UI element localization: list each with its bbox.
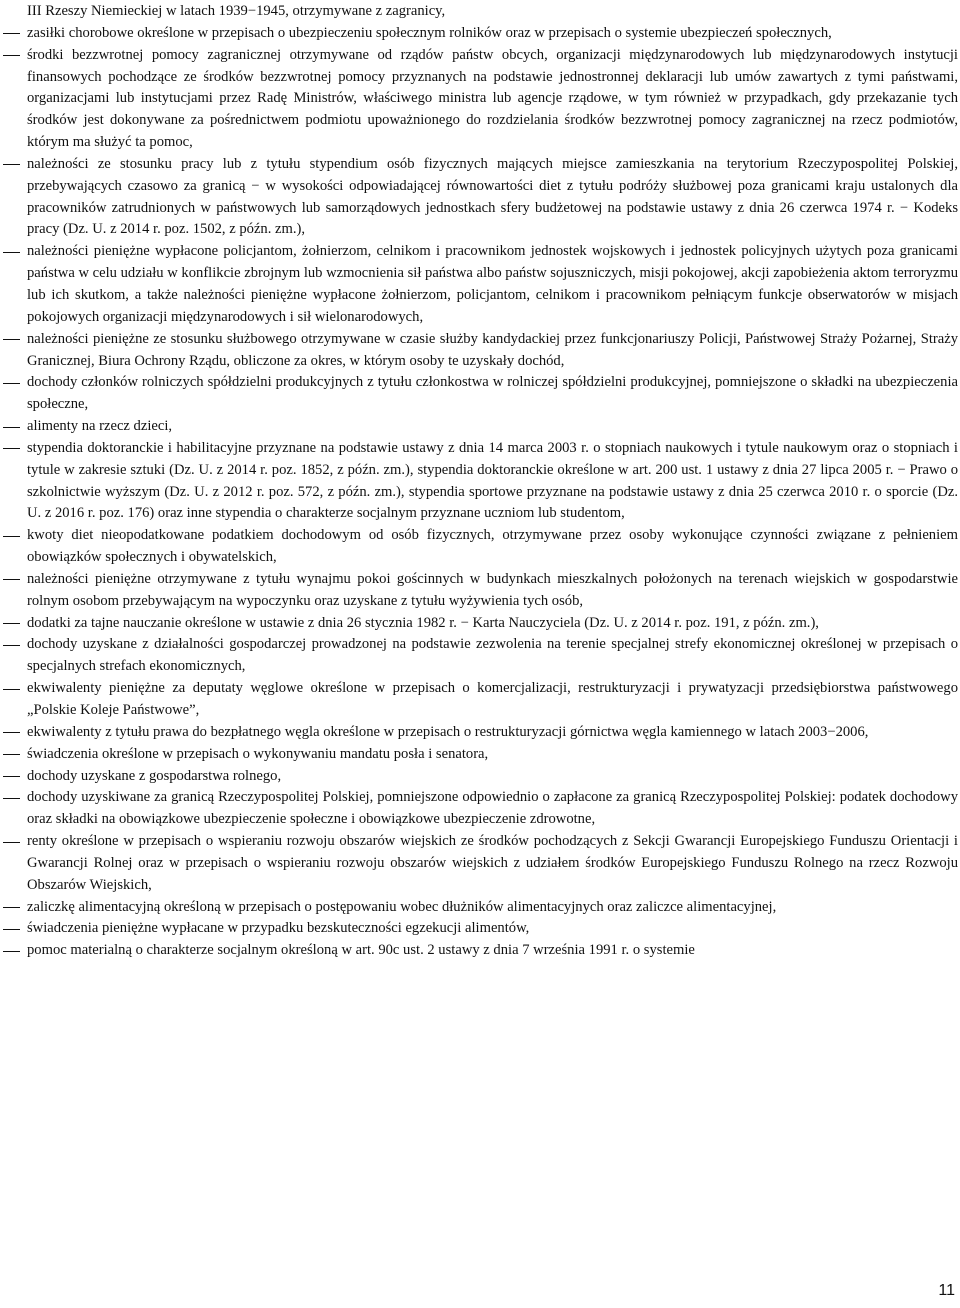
list-item xyxy=(0,569,958,613)
page-number: 11 xyxy=(938,1282,955,1300)
list-item-text: alimenty na rzecz dzieci, xyxy=(27,418,173,435)
list-item xyxy=(0,831,958,897)
list-item xyxy=(0,744,958,766)
dash-bullet xyxy=(3,623,20,624)
dash-bullet xyxy=(3,579,20,580)
dash-bullet xyxy=(3,929,20,930)
dash-bullet xyxy=(3,754,20,755)
dash-bullet xyxy=(3,776,20,777)
list-item-text: renty określone w przepisach o wspieraniu rozwoju obszarów wiejskich ze środków pochodzących z Sekcji Gwarancji Europejskiego Funduszu Orientacji i Gwarancji Rolnej oraz w przepisach o wspieraniu rozwoju obszarów wiejskich z udziałem środków Europejskiego Funduszu Rolnego na rzecz Rozwoju Obszarów Wiejskich, xyxy=(27,833,958,893)
list-item-text: zaliczkę alimentacyjną określoną w przepisach o postępowaniu wobec dłużników alimentacyjnych oraz zaliczce alimentacyjnej, xyxy=(27,898,777,915)
list-item-text: należności ze stosunku pracy lub z tytułu stypendium osób fizycznych mających miejsce zamieszkania na terytorium Rzeczypospolitej Polskiej, przebywających czasowo za granicą − w wysokości odpowiadającej równowartości diet z tytułu podróży służbowej poza granicami kraju ustalonych dla pracowników zatrudnionych w państwowych lub samorządowych jednostkach sfery budżetowej na podstawie ustawy z dnia 26 czerwca 1974 r. − Kodeks pracy (Dz. U. z 2014 r. poz. 1502, z późn. zm.), xyxy=(27,155,958,238)
list-item xyxy=(0,154,958,241)
list-item-text: dochody członków rolniczych spółdzielni produkcyjnych z tytułu członkostwa w rolniczej spółdzielni produkcyjnej, pomniejszone o składki na ubezpieczenia społeczne, xyxy=(27,374,958,413)
dash-bullet xyxy=(3,732,20,733)
list-item-text: środki bezzwrotnej pomocy zagranicznej otrzymywane od rządów państw obcych, organizacji międzynarodowych lub międzynarodowych instytucji finansowych pochodzące ze środków bezzwrotnej pomocy przyznanych na podstawie jednostronnej deklaracji lub umów zawartych z tymi państwami, organizacjami lub instytucjami przez Radę Ministrów, właściwego ministra lub agencje rządowe, w tym również w przypadkach, gdy przekazanie tych środków jest dokonywane za pośrednictwem podmiotu upoważnionego do rozdzielania środków bezzwrotnej pomocy zagranicznej na rzecz podmiotów, którym ma służyć ta pomoc, xyxy=(27,46,958,151)
list-item-text: należności pieniężne wypłacone policjantom, żołnierzom, celnikom i pracownikom jednostek wojskowych i jednostek policyjnych użytych poza granicami państwa w celu udziału w konflikcie zbrojnym lub wzmocnienia sił państwa albo państw sojuszniczych, misji pokojowej, akcji zapobieżenia aktom terroryzmu lub ich skutkom, a także należności pieniężne wypłacone żołnierzom, policjantom, celnikom i pracownikom pełniącym funkcje obserwatorów w misjach pokojowych organizacji międzynarodowych i sił wielonarodowych, xyxy=(27,243,958,325)
list-item xyxy=(0,438,958,525)
list-item xyxy=(0,722,958,744)
list-item-text: dochody uzyskane z działalności gospodarczej prowadzonej na podstawie zezwolenia na terenie specjalnej strefy ekonomicznej określonej w przepisach o specjalnych strefach ekonomicznych, xyxy=(27,636,958,675)
list-item xyxy=(0,45,958,154)
dash-bullet xyxy=(3,907,20,908)
dash-bullet xyxy=(3,427,20,428)
list-item xyxy=(0,678,958,722)
dash-bullet xyxy=(3,689,20,690)
dash-bullet xyxy=(3,645,20,646)
list-item xyxy=(0,416,958,438)
list-item xyxy=(0,897,958,919)
list-item xyxy=(0,613,958,635)
continuation-text: III Rzeszy Niemieckiej w latach 1939−1945, otrzymywane z zagranicy, xyxy=(27,3,446,19)
dash-bullet xyxy=(3,33,20,34)
list-item-text: kwoty diet nieopodatkowane podatkiem dochodowym od osób fizycznych, otrzymywane przez osoby wykonujące czynności związane z pełnieniem obowiązków społecznych i obywatelskich, xyxy=(27,527,958,566)
list-item-text: świadczenia pieniężne wypłacane w przypadku bezskuteczności egzekucji alimentów, xyxy=(27,920,530,937)
list-item-text: należności pieniężne otrzymywane z tytułu wynajmu pokoi gościnnych w budynkach mieszkalnych położonych na terenach wiejskich w gospodarstwie rolnym osobom przebywającym na wypoczynku oraz uzyskane z tytułu wyżywienia tych osób, xyxy=(27,570,958,609)
list-item-text: dochody uzyskane z gospodarstwa rolnego, xyxy=(27,767,282,784)
list-item xyxy=(0,787,958,831)
list-item xyxy=(0,634,958,678)
dash-bullet xyxy=(3,55,20,56)
dash-bullet xyxy=(3,448,20,449)
dash-bullet xyxy=(3,842,20,843)
list-item-text: stypendia doktoranckie i habilitacyjne przyznane na podstawie ustawy z dnia 14 marca 2003 r. o stopniach naukowych i tytule naukowym oraz o stopniach i tytule w zakresie sztuki (Dz. U. z 2014 r. poz. 1852, z późn. zm.), stypendia doktoranckie określone w art. 200 ust. 1 ustawy z dnia 27 lipca 2005 r. − Prawo o szkolnictwie wyższym (Dz. U. z 2012 r. poz. 572, z późn. zm.), stypendia sportowe przyznane na podstawie ustawy z dnia 25 czerwca 2010 r. o sporcie (Dz. U. z 2016 r. poz. 176) oraz inne stypendia o charakterze socjalnym przyznane uczniom lub studentom, xyxy=(27,439,958,522)
list-item xyxy=(0,940,958,962)
list-item xyxy=(0,23,958,45)
list-item-text: świadczenia określone w przepisach o wykonywaniu mandatu posła i senatora, xyxy=(27,745,489,762)
list-item-text: dochody uzyskiwane za granicą Rzeczypospolitej Polskiej, pomniejszone odpowiednio o zapłacone za granicą Rzeczypospolitej Polskiej: podatek dochodowy oraz składki na obowiązkowe ubezpieczenie społeczne i obowiązkowe ubezpieczenie zdrowotne, xyxy=(27,789,958,828)
list-item xyxy=(0,918,958,940)
dash-bullet xyxy=(3,164,20,165)
list-item-text: ekwiwalenty pieniężne za deputaty węglowe określone w przepisach o komercjalizacji, restrukturyzacji i prywatyzacji przedsiębiorstwa państwowego „Polskie Koleje Państwowe”, xyxy=(27,680,958,718)
list-item-text: należności pieniężne ze stosunku służbowego otrzymywane w czasie służby kandydackiej przez funkcjonariuszy Policji, Państwowej Straży Pożarnej, Straży Granicznej, Biura Ochrony Rządu, obliczone za okres, w którym osoby te uzyskały dochód, xyxy=(27,330,958,369)
dash-bullet xyxy=(3,383,20,384)
income-list xyxy=(0,23,958,962)
list-item xyxy=(0,329,958,373)
list-item-text: zasiłki chorobowe określone w przepisach o ubezpieczeniu społecznym rolników oraz w przepisach o systemie ubezpieczeń społecznych, xyxy=(27,24,832,41)
list-item xyxy=(0,241,958,328)
list-item xyxy=(0,766,958,788)
list-item xyxy=(0,525,958,569)
list-item xyxy=(0,372,958,416)
dash-bullet xyxy=(3,951,20,952)
document-body xyxy=(0,1,958,962)
list-item-text: pomoc materialną o charakterze socjalnym określoną w art. 90c ust. 2 ustawy z dnia 7 września 1991 r. o systemie xyxy=(27,942,695,959)
dash-bullet xyxy=(3,339,20,340)
list-item-text: dodatki za tajne nauczanie określone w ustawie z dnia 26 stycznia 1982 r. − Karta Nauczyciela (Dz. U. z 2014 r. poz. 191, z późn. zm.), xyxy=(27,614,819,631)
list-item-text: ekwiwalenty z tytułu prawa do bezpłatnego węgla określone w przepisach o restrukturyzacji górnictwa węgla kamiennego w latach 2003−2006, xyxy=(27,723,869,740)
dash-bullet xyxy=(3,536,20,537)
dash-bullet xyxy=(3,798,20,799)
dash-bullet xyxy=(3,252,20,253)
